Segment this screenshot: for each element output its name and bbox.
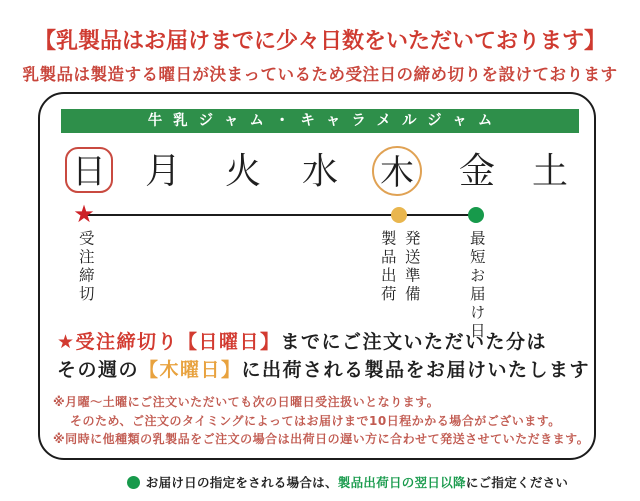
day-wednesday: 水 [301,151,339,192]
day-thursday: 木 [372,146,422,196]
shipment-dot-icon [391,207,407,223]
summary-line2-pre: その週の [57,359,140,381]
day-sunday: 日 [65,147,113,193]
summary-line2 [57,356,590,384]
fine-print-notes [53,393,589,449]
day-tuesday: 火 [224,151,262,192]
summary-line2-rest: に出荷される製品をお届けいたします [241,359,591,381]
timeline-line [84,214,476,216]
note-line-2: そのため、ご注文のタイミングによってはお届けまで10日程かかる場合がございます。 [70,413,561,428]
schedule-panel [38,92,596,460]
green-bullet-icon [127,476,140,489]
notice-header [0,0,640,85]
footnote-pre: お届け日の指定をされる場合は、 [145,475,338,490]
footnote-post: にご指定ください [465,475,569,490]
summary-line1-deadline: ★受注締切り【日曜日】 [57,331,281,353]
order-deadline-label: 受注締切 [76,230,95,304]
earliest-delivery-label: 最短お届け日 [467,230,486,341]
note-line-1: ※月曜～土曜にご注文いただいても次の日曜日受注扱いとなります。 [53,395,440,409]
star-icon: ★ [73,200,95,229]
summary-text [57,328,590,384]
shipping-prep-label: 発送準備 [402,230,421,304]
delivery-dot-icon [468,207,484,223]
day-saturday: 土 [531,151,569,192]
notice-subtitle: 乳製品は製造する曜日が決まっているため受注日の締め切りを設けております [22,65,618,84]
day-friday: 金 [458,151,496,192]
summary-line2-thursday: 【木曜日】 [139,359,242,381]
day-monday: 月 [144,151,182,192]
notice-title: 【乳製品はお届けまでに少々日数をいただいております】 [33,29,606,54]
summary-line1-rest: までにご注文いただいた分は [280,331,548,353]
note-line-3: ※同時に他種類の乳製品をご注文の場合は出荷日の遅い方に合わせて発送させていただきます。 [53,432,590,446]
summary-line1 [57,328,590,356]
product-shipment-label: 製品出荷 [378,230,397,304]
product-banner: 牛乳ジャム・キャラメルジャム [61,109,579,133]
delivery-date-footnote [0,473,640,491]
footnote-highlight: 製品出荷日の翌日以降 [337,475,466,490]
